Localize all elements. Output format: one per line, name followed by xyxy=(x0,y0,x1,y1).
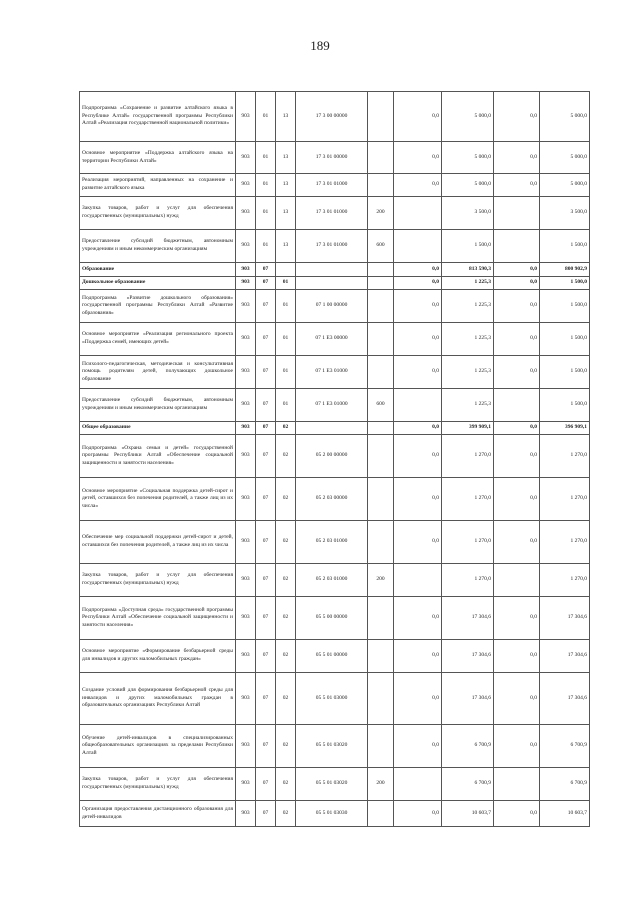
table-row xyxy=(80,597,590,640)
section-code: 07 xyxy=(256,725,276,768)
section-code: 07 xyxy=(256,768,276,801)
subsection-code: 01 xyxy=(276,389,296,422)
expense-type xyxy=(368,356,394,389)
ministry-code: 903 xyxy=(236,435,256,478)
value-2: 5 000,0 xyxy=(442,174,494,197)
value-3 xyxy=(494,564,540,597)
value-4: 17 304,6 xyxy=(540,597,590,640)
row-name: Психолого-педагогическая, методическая и консультативная помощь родителям детей, получающих дошкольное образование xyxy=(80,356,236,389)
target-article: 17 3 00 00000 xyxy=(296,92,368,142)
ministry-code: 903 xyxy=(236,521,256,564)
value-4: 396 909,1 xyxy=(540,422,590,435)
value-4: 800 902,9 xyxy=(540,263,590,277)
section-code: 01 xyxy=(256,92,276,142)
table-row xyxy=(80,263,590,277)
value-4: 1 500,0 xyxy=(540,356,590,389)
ministry-code: 903 xyxy=(236,801,256,827)
table-row xyxy=(80,801,590,827)
value-3 xyxy=(494,768,540,801)
row-name: Основное мероприятие «Формирование безбарьерной среды для инвалидов и других маломобильных граждан» xyxy=(80,640,236,673)
expense-type xyxy=(368,673,394,725)
value-1: 0,0 xyxy=(394,673,442,725)
value-3: 0,0 xyxy=(494,263,540,277)
row-name: Дошкольное образование xyxy=(80,277,236,290)
expense-type: 600 xyxy=(368,389,394,422)
value-4: 1 500,0 xyxy=(540,277,590,290)
subsection-code: 13 xyxy=(276,142,296,174)
budget-table-body xyxy=(80,92,590,827)
value-4: 1 500,0 xyxy=(540,323,590,356)
value-3: 0,0 xyxy=(494,597,540,640)
value-1: 0,0 xyxy=(394,290,442,323)
section-code: 01 xyxy=(256,142,276,174)
value-1: 0,0 xyxy=(394,263,442,277)
ministry-code: 903 xyxy=(236,142,256,174)
value-1: 0,0 xyxy=(394,422,442,435)
expense-type xyxy=(368,92,394,142)
value-1: 0,0 xyxy=(394,597,442,640)
value-2: 1 225,3 xyxy=(442,356,494,389)
value-1: 0,0 xyxy=(394,801,442,827)
subsection-code: 02 xyxy=(276,478,296,521)
target-article: 17 3 01 00000 xyxy=(296,142,368,174)
value-3: 0,0 xyxy=(494,801,540,827)
value-2: 1 270,0 xyxy=(442,564,494,597)
expense-type xyxy=(368,521,394,564)
ministry-code: 903 xyxy=(236,597,256,640)
table-row xyxy=(80,323,590,356)
expense-type xyxy=(368,640,394,673)
value-2: 1 225,3 xyxy=(442,277,494,290)
page-number: 189 xyxy=(310,38,330,53)
target-article: 07 1 00 00000 xyxy=(296,290,368,323)
value-1: 0,0 xyxy=(394,174,442,197)
ministry-code: 903 xyxy=(236,725,256,768)
value-3: 0,0 xyxy=(494,290,540,323)
table-row xyxy=(80,478,590,521)
value-2: 17 304,6 xyxy=(442,640,494,673)
value-3: 0,0 xyxy=(494,174,540,197)
value-4: 1 500,0 xyxy=(540,389,590,422)
row-name: Основное мероприятие «Социальная поддержка детей-сирот и детей, оставшихся без попечения родителей, а также лиц из их числа» xyxy=(80,478,236,521)
expense-type xyxy=(368,422,394,435)
value-4: 17 304,6 xyxy=(540,673,590,725)
section-code: 07 xyxy=(256,422,276,435)
value-1: 0,0 xyxy=(394,521,442,564)
expense-type xyxy=(368,263,394,277)
target-article: 05 5 01 00000 xyxy=(296,640,368,673)
target-article: 17 3 01 01000 xyxy=(296,197,368,230)
target-article: 07 1 E3 00000 xyxy=(296,323,368,356)
ministry-code: 903 xyxy=(236,356,256,389)
value-2: 6 700,9 xyxy=(442,725,494,768)
target-article: 05 5 01 03030 xyxy=(296,801,368,827)
row-name: Обучение детей-инвалидов в специализированных общеобразовательных организациях за пределами Республики Алтай xyxy=(80,725,236,768)
target-article: 05 2 03 00000 xyxy=(296,478,368,521)
target-article: 05 5 01 03020 xyxy=(296,725,368,768)
target-article xyxy=(296,422,368,435)
expense-type xyxy=(368,277,394,290)
expense-type: 200 xyxy=(368,564,394,597)
expense-type xyxy=(368,597,394,640)
section-code: 07 xyxy=(256,597,276,640)
value-4: 1 270,0 xyxy=(540,521,590,564)
value-3: 0,0 xyxy=(494,640,540,673)
ministry-code: 903 xyxy=(236,640,256,673)
subsection-code: 02 xyxy=(276,768,296,801)
ministry-code: 903 xyxy=(236,197,256,230)
subsection-code: 02 xyxy=(276,673,296,725)
ministry-code: 903 xyxy=(236,174,256,197)
target-article: 05 5 01 03020 xyxy=(296,768,368,801)
section-code: 07 xyxy=(256,640,276,673)
section-code: 07 xyxy=(256,435,276,478)
value-3: 0,0 xyxy=(494,92,540,142)
row-name: Образование xyxy=(80,263,236,277)
value-1: 0,0 xyxy=(394,640,442,673)
target-article: 05 2 03 01000 xyxy=(296,521,368,564)
value-2: 5 000,0 xyxy=(442,142,494,174)
target-article xyxy=(296,277,368,290)
row-name: Общее образование xyxy=(80,422,236,435)
value-2: 1 270,0 xyxy=(442,435,494,478)
section-code: 07 xyxy=(256,277,276,290)
row-name: Обеспечение мер социальной поддержки детей-сирот и детей, оставшихся без попечения родителей, а также лиц из их числа xyxy=(80,521,236,564)
value-4: 10 603,7 xyxy=(540,801,590,827)
ministry-code: 903 xyxy=(236,290,256,323)
ministry-code: 903 xyxy=(236,768,256,801)
subsection-code: 01 xyxy=(276,277,296,290)
table-row xyxy=(80,768,590,801)
ministry-code: 903 xyxy=(236,263,256,277)
value-2: 3 500,0 xyxy=(442,197,494,230)
value-2: 17 304,6 xyxy=(442,673,494,725)
value-4: 5 000,0 xyxy=(540,142,590,174)
value-1: 0,0 xyxy=(394,92,442,142)
ministry-code: 903 xyxy=(236,673,256,725)
table-row xyxy=(80,389,590,422)
expense-type xyxy=(368,725,394,768)
value-4: 17 304,6 xyxy=(540,640,590,673)
table-row xyxy=(80,521,590,564)
section-code: 01 xyxy=(256,230,276,263)
table-row xyxy=(80,197,590,230)
row-name: Подпрограмма «Доступная среда» государственной программы Республики Алтай «Обеспечение социальной защищенности и занятости населения» xyxy=(80,597,236,640)
subsection-code: 01 xyxy=(276,356,296,389)
value-4: 5 000,0 xyxy=(540,92,590,142)
subsection-code: 02 xyxy=(276,435,296,478)
value-4: 3 500,0 xyxy=(540,197,590,230)
value-4: 5 000,0 xyxy=(540,174,590,197)
value-2: 1 270,0 xyxy=(442,478,494,521)
value-3: 0,0 xyxy=(494,435,540,478)
value-3 xyxy=(494,389,540,422)
subsection-code: 02 xyxy=(276,422,296,435)
target-article: 07 1 E3 01000 xyxy=(296,356,368,389)
subsection-code: 13 xyxy=(276,92,296,142)
expense-type xyxy=(368,435,394,478)
subsection-code: 02 xyxy=(276,564,296,597)
value-1: 0,0 xyxy=(394,277,442,290)
value-1 xyxy=(394,768,442,801)
subsection-code: 13 xyxy=(276,230,296,263)
ministry-code: 903 xyxy=(236,323,256,356)
table-row xyxy=(80,230,590,263)
target-article: 07 1 E3 01000 xyxy=(296,389,368,422)
expense-type xyxy=(368,478,394,521)
table-row xyxy=(80,277,590,290)
value-3 xyxy=(494,197,540,230)
subsection-code: 13 xyxy=(276,174,296,197)
ministry-code: 903 xyxy=(236,564,256,597)
row-name: Подпрограмма «Охрана семьи и детей» государственной программы Республики Алтай «Обеспечение социальной защищенности и занятости населения» xyxy=(80,435,236,478)
value-3 xyxy=(494,230,540,263)
target-article: 05 2 00 00000 xyxy=(296,435,368,478)
subsection-code: 13 xyxy=(276,197,296,230)
value-4: 1 270,0 xyxy=(540,435,590,478)
section-code: 07 xyxy=(256,323,276,356)
ministry-code: 903 xyxy=(236,422,256,435)
section-code: 07 xyxy=(256,356,276,389)
table-row xyxy=(80,673,590,725)
expense-type: 600 xyxy=(368,230,394,263)
value-2: 1 225,3 xyxy=(442,389,494,422)
row-name: Организация предоставления дистанционного образования для детей-инвалидов xyxy=(80,801,236,827)
row-name: Закупка товаров, работ и услуг для обеспечения государственных (муниципальных) нужд xyxy=(80,564,236,597)
value-1 xyxy=(394,230,442,263)
row-name: Основное мероприятие «Реализация регионального проекта «Поддержка семей, имеющих детей» xyxy=(80,323,236,356)
subsection-code: 01 xyxy=(276,290,296,323)
table-row xyxy=(80,640,590,673)
row-name: Закупка товаров, работ и услуг для обеспечения государственных (муниципальных) нужд xyxy=(80,197,236,230)
row-name: Создание условий для формирования безбарьерной среды для инвалидов и других маломобильных граждан в образовательных организациях Республики Алтай xyxy=(80,673,236,725)
subsection-code: 02 xyxy=(276,597,296,640)
row-name: Подпрограмма «Развитие дошкольного образования» государственной программы Республики Алтай «Развитие образования» xyxy=(80,290,236,323)
value-3: 0,0 xyxy=(494,521,540,564)
value-3: 0,0 xyxy=(494,725,540,768)
value-3: 0,0 xyxy=(494,478,540,521)
row-name: Реализация мероприятий, направленных на сохранение и развитие алтайского языка xyxy=(80,174,236,197)
section-code: 07 xyxy=(256,389,276,422)
value-1: 0,0 xyxy=(394,142,442,174)
row-name: Закупка товаров, работ и услуг для обеспечения государственных (муниципальных) нужд xyxy=(80,768,236,801)
subsection-code: 01 xyxy=(276,323,296,356)
value-1 xyxy=(394,389,442,422)
ministry-code: 903 xyxy=(236,478,256,521)
value-1 xyxy=(394,197,442,230)
table-row xyxy=(80,435,590,478)
subsection-code: 02 xyxy=(276,640,296,673)
subsection-code xyxy=(276,263,296,277)
target-article: 17 3 01 01000 xyxy=(296,174,368,197)
section-code: 07 xyxy=(256,478,276,521)
expense-type xyxy=(368,290,394,323)
subsection-code: 02 xyxy=(276,801,296,827)
value-2: 1 225,3 xyxy=(442,323,494,356)
table-row xyxy=(80,422,590,435)
subsection-code: 02 xyxy=(276,521,296,564)
value-1: 0,0 xyxy=(394,323,442,356)
value-1 xyxy=(394,564,442,597)
target-article: 05 5 01 03000 xyxy=(296,673,368,725)
section-code: 07 xyxy=(256,673,276,725)
value-2: 10 603,7 xyxy=(442,801,494,827)
value-2: 6 700,9 xyxy=(442,768,494,801)
value-3: 0,0 xyxy=(494,142,540,174)
expense-type xyxy=(368,323,394,356)
table-row xyxy=(80,356,590,389)
value-2: 1 270,0 xyxy=(442,521,494,564)
section-code: 01 xyxy=(256,197,276,230)
ministry-code: 903 xyxy=(236,277,256,290)
value-3: 0,0 xyxy=(494,356,540,389)
value-3: 0,0 xyxy=(494,323,540,356)
section-code: 01 xyxy=(256,174,276,197)
section-code: 07 xyxy=(256,521,276,564)
table-row xyxy=(80,290,590,323)
ministry-code: 903 xyxy=(236,92,256,142)
expense-type xyxy=(368,801,394,827)
subsection-code: 02 xyxy=(276,725,296,768)
table-row xyxy=(80,174,590,197)
table-row xyxy=(80,92,590,142)
value-4: 1 500,0 xyxy=(540,290,590,323)
value-3: 0,0 xyxy=(494,422,540,435)
value-2: 1 225,3 xyxy=(442,290,494,323)
value-3: 0,0 xyxy=(494,673,540,725)
value-2: 813 590,3 xyxy=(442,263,494,277)
section-code: 07 xyxy=(256,290,276,323)
table-row xyxy=(80,142,590,174)
value-2: 17 304,6 xyxy=(442,597,494,640)
row-name: Основное мероприятие «Поддержка алтайского языка на территории Республики Алтай» xyxy=(80,142,236,174)
value-4: 1 500,0 xyxy=(540,230,590,263)
value-2: 399 909,1 xyxy=(442,422,494,435)
value-1: 0,0 xyxy=(394,478,442,521)
expense-type xyxy=(368,174,394,197)
value-2: 1 500,0 xyxy=(442,230,494,263)
value-1: 0,0 xyxy=(394,725,442,768)
value-2: 5 000,0 xyxy=(442,92,494,142)
value-4: 1 270,0 xyxy=(540,564,590,597)
value-4: 1 270,0 xyxy=(540,478,590,521)
section-code: 07 xyxy=(256,801,276,827)
target-article: 05 2 03 01000 xyxy=(296,564,368,597)
target-article: 05 5 00 00000 xyxy=(296,597,368,640)
section-code: 07 xyxy=(256,564,276,597)
value-1: 0,0 xyxy=(394,435,442,478)
target-article xyxy=(296,263,368,277)
expense-type xyxy=(368,142,394,174)
value-3: 0,0 xyxy=(494,277,540,290)
row-name: Подпрограмма «Сохранение и развитие алтайского языка в Республике Алтай» государственной программы Республики Алтай «Реализация государственной национальной политики» xyxy=(80,92,236,142)
value-4: 6 700,9 xyxy=(540,768,590,801)
value-4: 6 700,9 xyxy=(540,725,590,768)
value-1: 0,0 xyxy=(394,356,442,389)
table-row xyxy=(80,564,590,597)
budget-table xyxy=(79,91,590,827)
table-row xyxy=(80,725,590,768)
expense-type: 200 xyxy=(368,768,394,801)
section-code: 07 xyxy=(256,263,276,277)
ministry-code: 903 xyxy=(236,230,256,263)
target-article: 17 3 01 01000 xyxy=(296,230,368,263)
ministry-code: 903 xyxy=(236,389,256,422)
row-name: Предоставление субсидий бюджетным, автономным учреждениям и иным некоммерческим организациям xyxy=(80,389,236,422)
expense-type: 200 xyxy=(368,197,394,230)
row-name: Предоставление субсидий бюджетным, автономным учреждениям и иным некоммерческим организациям xyxy=(80,230,236,263)
